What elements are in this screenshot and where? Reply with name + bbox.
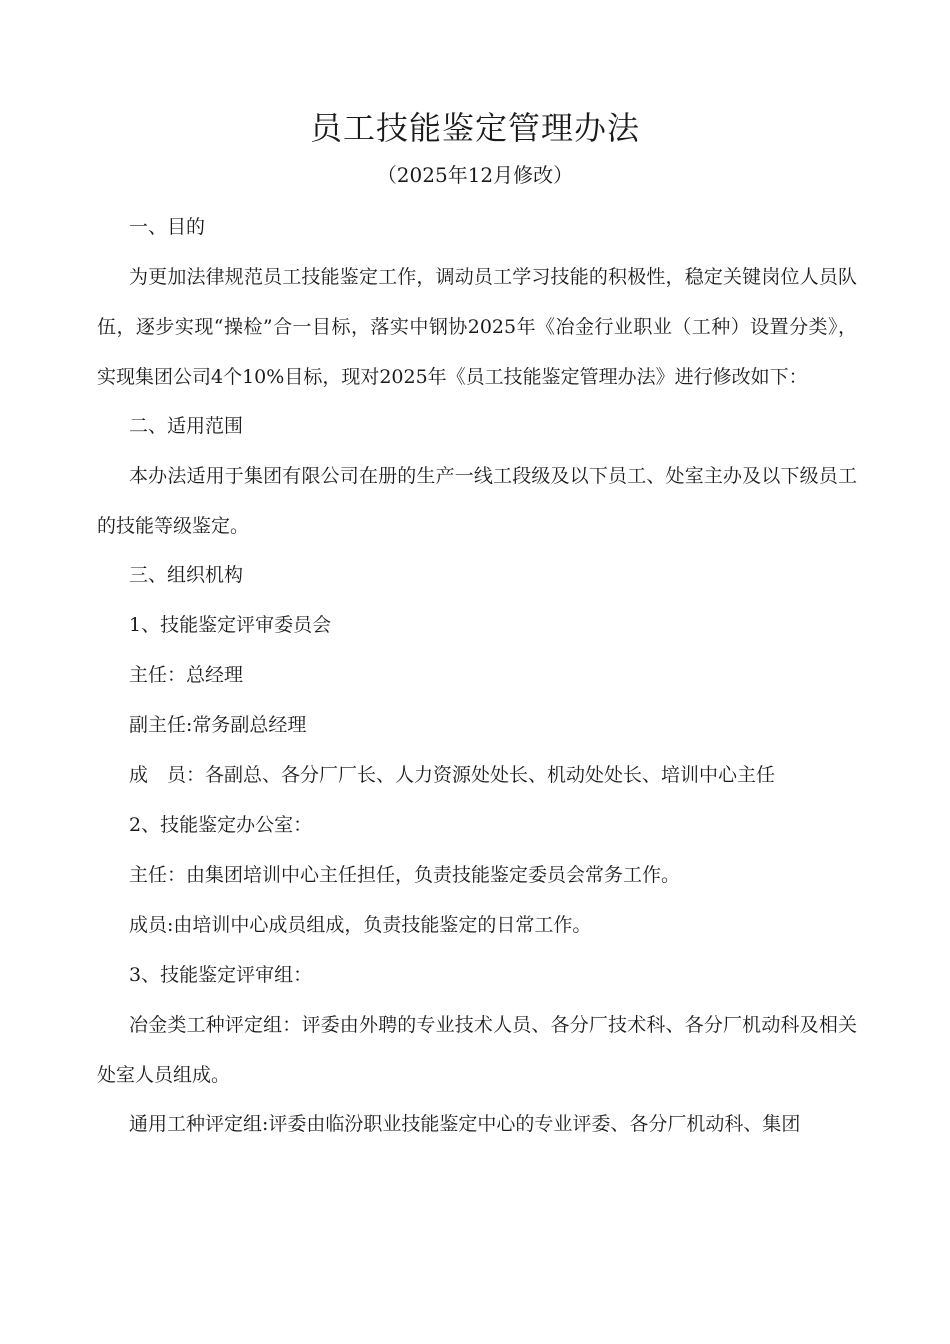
paragraph-scope: 本办法适用于集团有限公司在册的生产一线工段级及以下员工、处室主办及以下级员工的技能等级鉴定。 xyxy=(97,465,857,537)
document-body xyxy=(97,212,857,1159)
office-director: 主任：由集团培训中心主任担任，负责技能鉴定委员会常务工作。 xyxy=(129,864,681,886)
committee-deputy-director: 副主任:常务副总经理 xyxy=(129,714,307,736)
document-title: 员工技能鉴定管理办法 xyxy=(309,109,640,147)
metallurgy-review-group: 冶金类工种评定组：评委由外聘的专业技术人员、各分厂技术科、各分厂机动科及相关处室人员组成。 xyxy=(97,1014,857,1086)
section-heading-organization: 三、组织机构 xyxy=(129,564,244,586)
general-review-group: 通用工种评定组:评委由临汾职业技能鉴定中心的专业评委、各分厂机动科、集团 xyxy=(129,1113,801,1135)
subsection-heading-review-group: 3、技能鉴定评审组： xyxy=(129,964,313,986)
section-heading-scope: 二、适用范围 xyxy=(129,415,244,437)
office-members: 成员:由培训中心成员组成，负责技能鉴定的日常工作。 xyxy=(129,914,592,936)
subsection-heading-office: 2、技能鉴定办公室： xyxy=(129,814,313,836)
committee-director: 主任：总经理 xyxy=(129,664,244,686)
subsection-heading-committee: 1、技能鉴定评审委员会 xyxy=(129,614,332,636)
document-subtitle: （2025年12月修改） xyxy=(376,163,574,187)
paragraph-purpose: 为更加法律规范员工技能鉴定工作，调动员工学习技能的积极性，稳定关键岗位人员队伍，逐步实现“操检”合一目标，落实中钢协2025年《冶金行业职业（工种）设置分类》，实现集团公司4个10%目标，现对2025年《员工技能鉴定管理办法》进行修改如下： xyxy=(97,266,857,388)
section-heading-purpose: 一、目的 xyxy=(129,216,206,238)
committee-members: 成 员：各副总、各分厂厂长、人力资源处处长、机动处处长、培训中心主任 xyxy=(129,764,776,786)
